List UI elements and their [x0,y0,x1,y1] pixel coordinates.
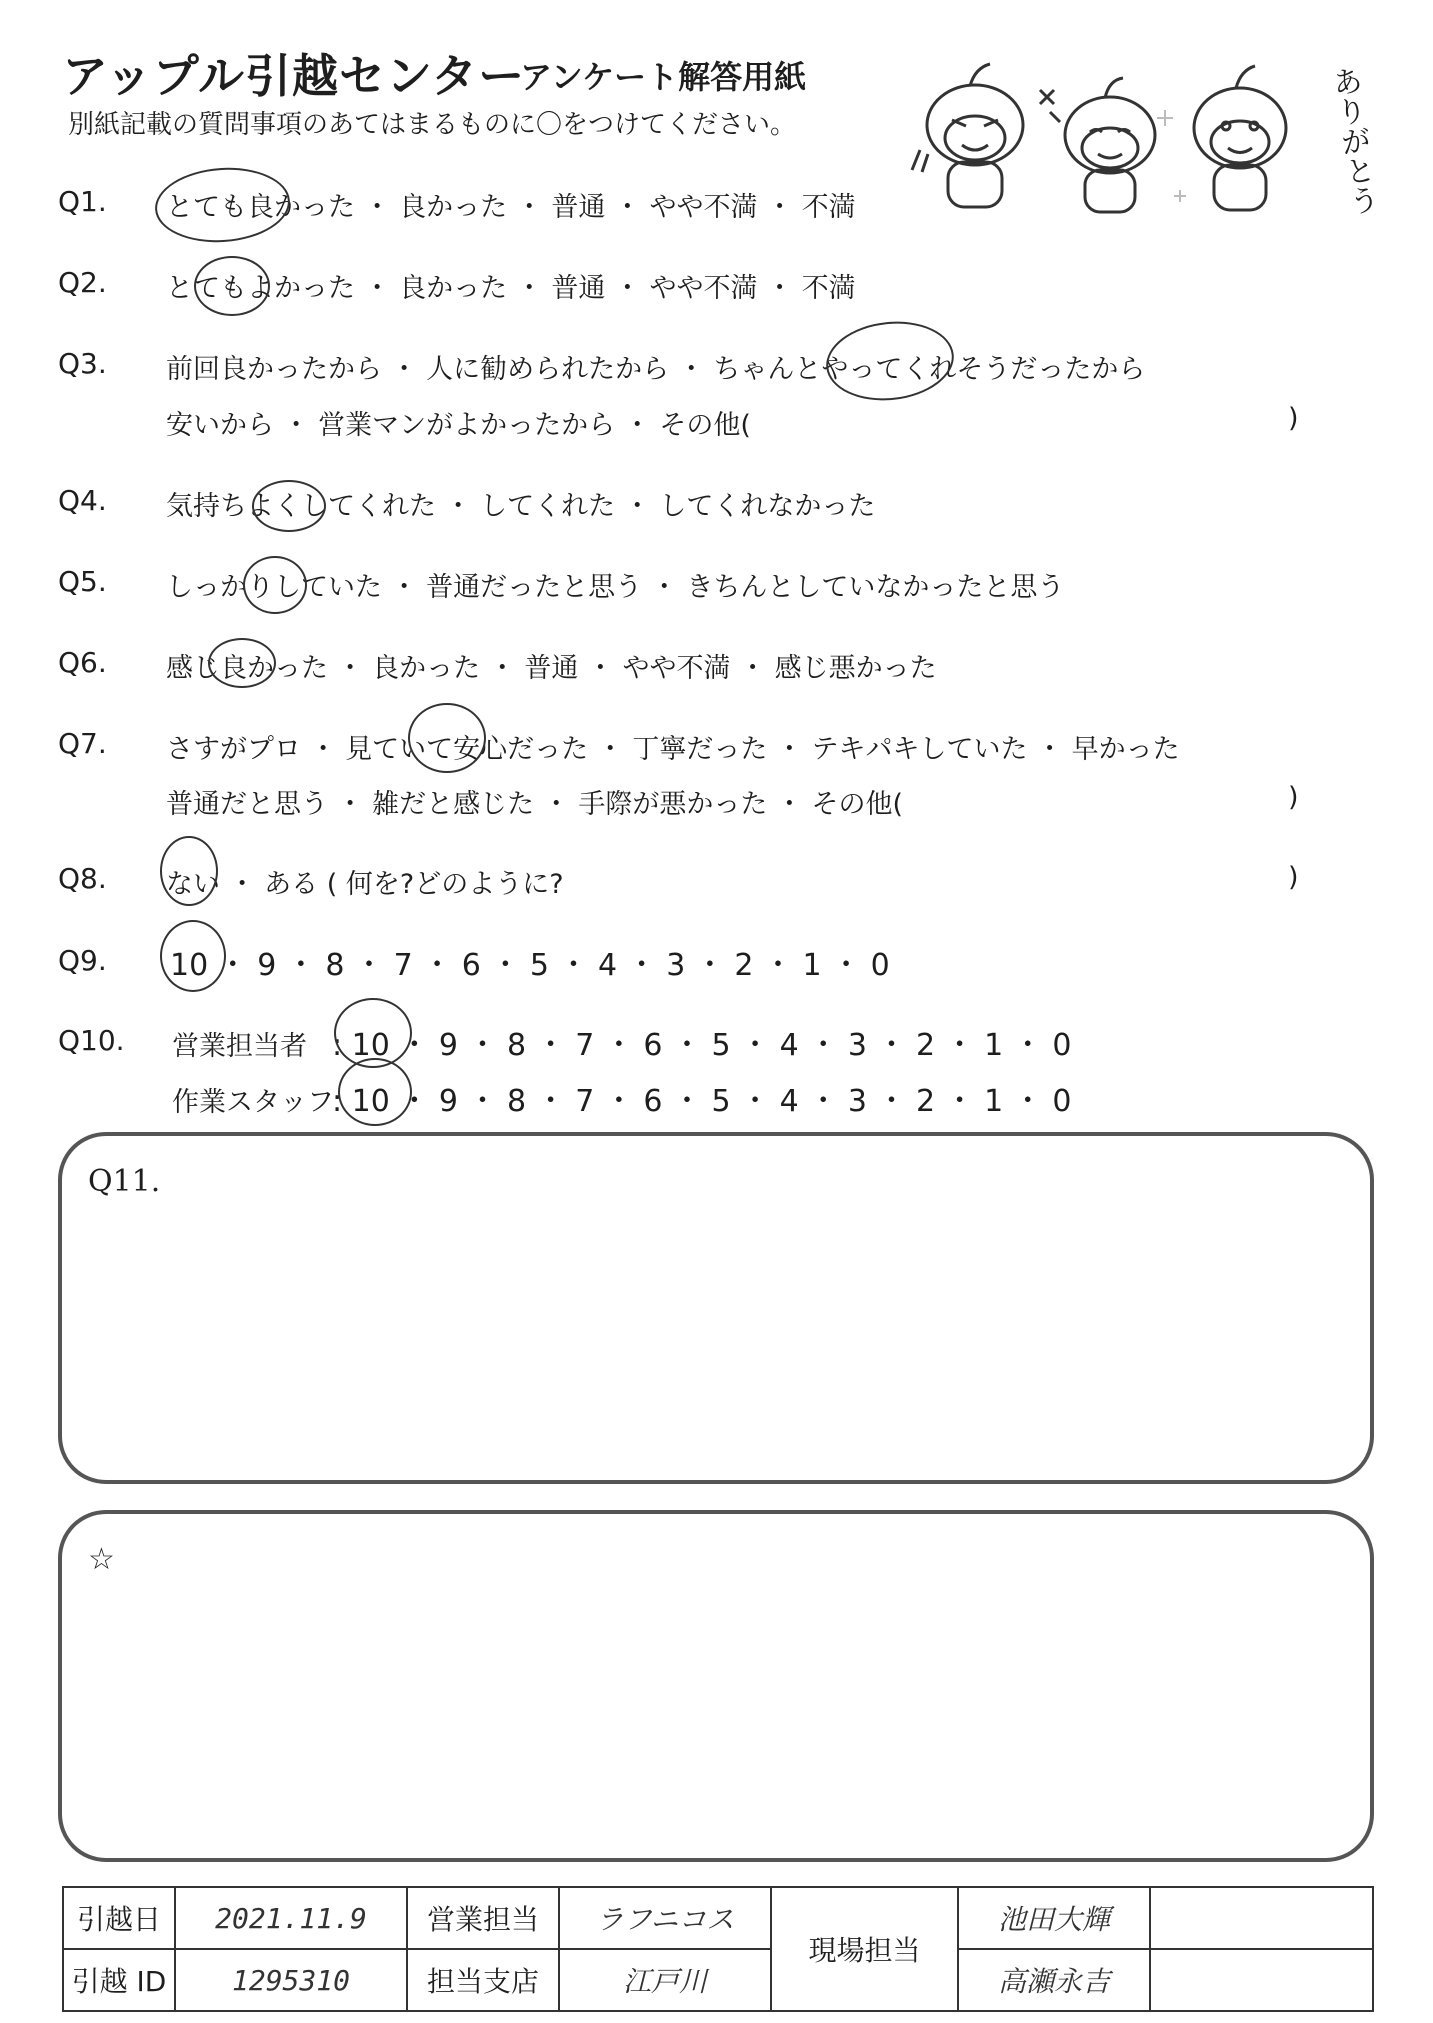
q7-options-line1: さすがプロ ・ 見ていて安心だった ・ 丁寧だった ・ テキパキしていた ・ 早かった [166,734,1180,765]
move-id-label: 引越 ID [63,1949,175,2011]
q3-selection-mark [822,316,957,407]
q5-label: Q5. [58,565,107,598]
q3-options-line2: 安いから ・ 営業マンがよかったから ・ その他( [166,410,751,441]
q7-close-paren: ) [1288,782,1299,813]
q1-options: とても良かった ・ 良かった ・ 普通 ・ やや不満 ・ 不満 [166,192,856,223]
q1-label: Q1. [58,185,107,218]
field-staff-1: 池田大輝 [958,1887,1150,1949]
sales-rep-label: 営業担当 [407,1887,559,1949]
q8-options: ない ・ ある ( 何を?どのように? [166,869,564,900]
q2-options: とてもよかった ・ 良かった ・ 普通 ・ やや不満 ・ 不満 [166,273,856,304]
q10-sales-label: 営業担当者 [172,1031,307,1062]
q3-options-line1: 前回良かったから ・ 人に勧められたから ・ ちゃんとやってくれそうだったから [166,354,1146,385]
star-label: ☆ [88,1542,115,1577]
document-title: アンケート解答用紙 [520,58,807,96]
field-staff-extra-cell-2 [1150,1949,1373,2011]
q1-selection-mark [153,163,293,246]
field-staff-label: 現場担当 [771,1887,958,2011]
q6-options: 感じ良かった ・ 良かった ・ 普通 ・ やや不満 ・ 感じ悪かった [166,653,937,684]
q7-label: Q7. [58,727,107,760]
q3-close-paren: ) [1288,403,1299,434]
q8-selection-mark [160,836,218,906]
q9-scale: 10 ・ 9 ・ 8 ・ 7 ・ 6 ・ 5 ・ 4 ・ 3 ・ 2 ・ 1 ・ 0 [170,948,890,983]
q11-comment-box [58,1132,1374,1484]
q2-label: Q2. [58,266,107,299]
q10-sales-scale: : 10 ・ 9 ・ 8 ・ 7 ・ 6 ・ 5 ・ 4 ・ 3 ・ 2 ・ 1 ・ 0 [332,1028,1072,1063]
field-staff-extra-cell [1150,1887,1373,1949]
q7-selection-mark [408,703,486,773]
q8-label: Q8. [58,862,107,895]
q8-close-paren: ) [1288,862,1299,893]
q10-label: Q10. [58,1024,125,1057]
move-info-table [62,1886,1374,2012]
q4-label: Q4. [58,484,107,517]
q4-selection-mark [252,480,326,532]
move-date-value: 2021.11.9 [175,1887,407,1949]
instruction-text: 別紙記載の質問事項のあてはまるものに〇をつけてください。 [68,110,797,140]
move-date-label: 引越日 [63,1887,175,1949]
branch-label: 担当支店 [407,1949,559,2011]
q3-label: Q3. [58,347,107,380]
sales-rep-value: ラフニコス [559,1887,771,1949]
q2-selection-mark [194,256,270,316]
q10-staff-selection-mark [338,1058,412,1126]
q6-selection-mark [208,638,276,688]
move-id-value: 1295310 [175,1949,407,2011]
q7-options-line2: 普通だと思う ・ 雑だと感じた ・ 手際が悪かった ・ その他( [166,789,904,820]
q5-selection-mark [243,556,307,614]
q4-options: 気持ちよくしてくれた ・ してくれた ・ してくれなかった [166,491,876,522]
branch-value: 江戸川 [559,1949,771,2011]
q10-staff-label: 作業スタッフ [172,1087,334,1118]
brand-name: アップル引越センター [62,49,526,103]
q9-selection-mark [160,920,226,992]
q5-options: しっかりしていた ・ 普通だったと思う ・ きちんとしていなかったと思う [166,572,1065,603]
q11-label: Q11. [88,1164,161,1199]
q6-label: Q6. [58,646,107,679]
q9-label: Q9. [58,944,107,977]
monkey-mascots-illustration [900,50,1370,225]
star-comment-box [58,1510,1374,1862]
q10-staff-scale: : 10 ・ 9 ・ 8 ・ 7 ・ 6 ・ 5 ・ 4 ・ 3 ・ 2 ・ 1 ・ 0 [332,1084,1072,1119]
field-staff-2: 高瀬永吉 [958,1949,1150,2011]
thanks-text: ありがとう [1324,64,1381,218]
